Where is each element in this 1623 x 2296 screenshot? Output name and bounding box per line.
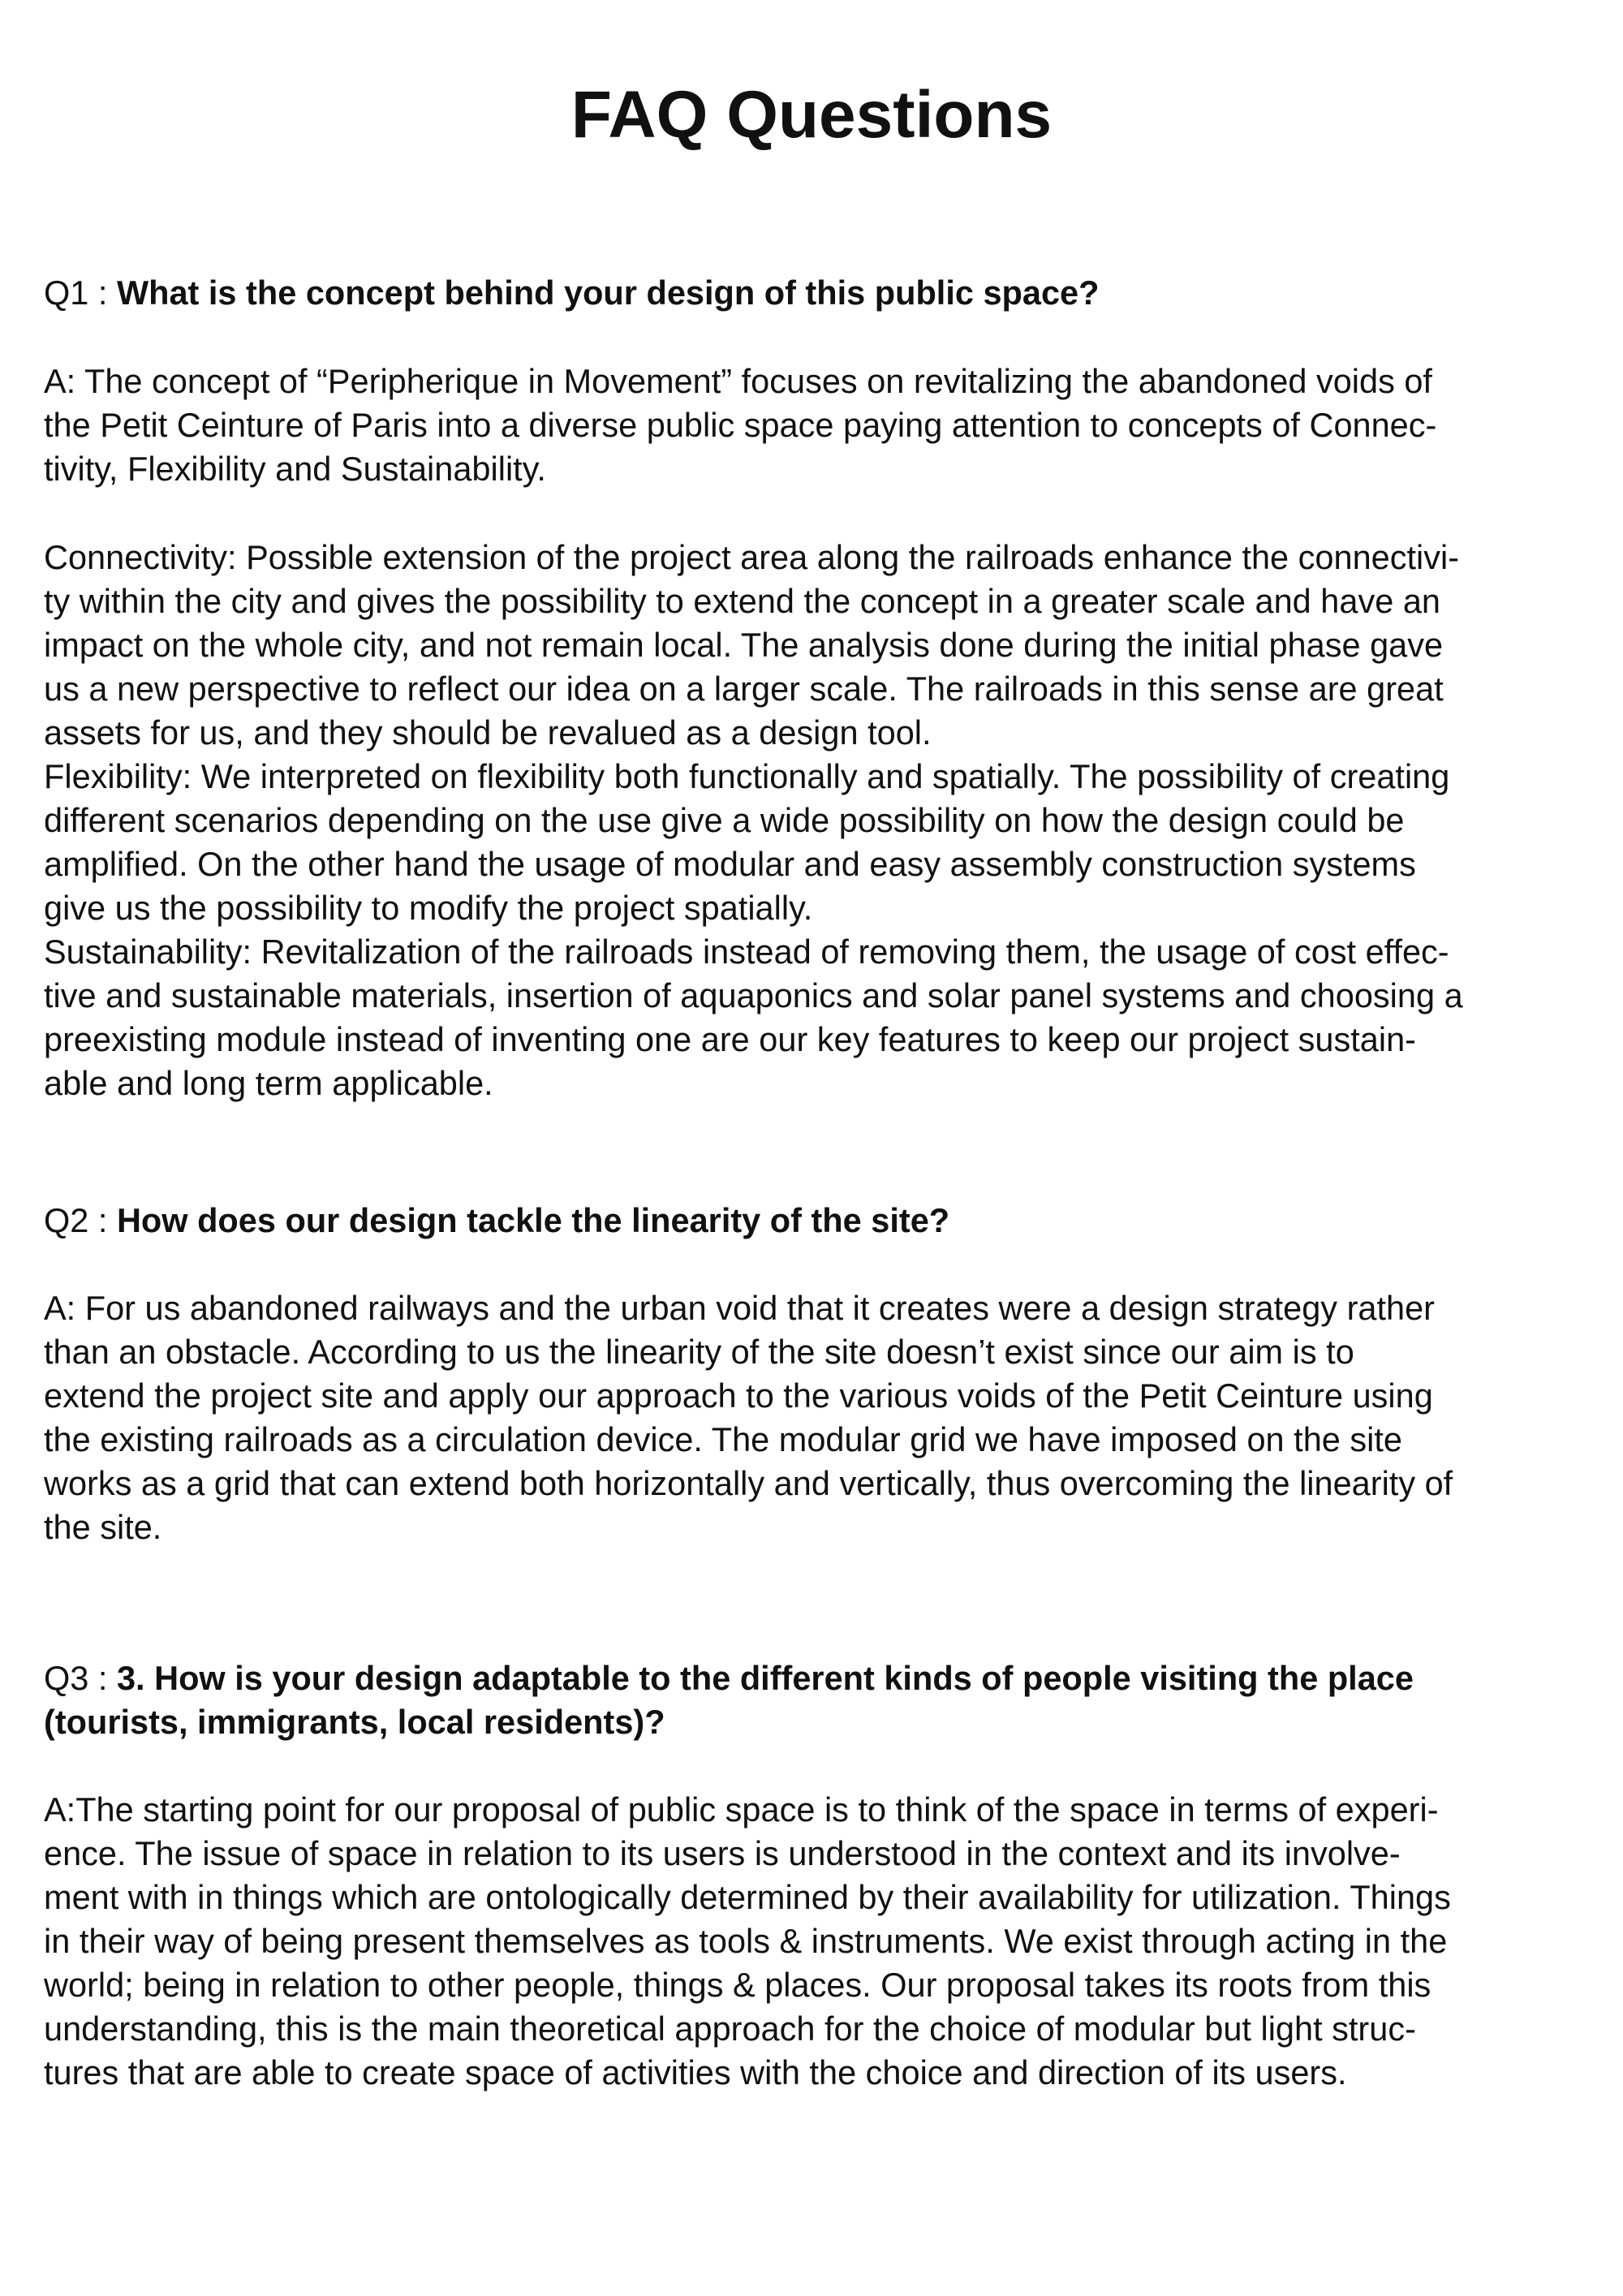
answer-2-line: the existing railroads as a circulation device. The modular grid we have imposed on the site — [44, 1420, 1402, 1458]
answer-1-details-line: ty within the city and gives the possibility to extend the concept in a greater scale and have an — [44, 582, 1440, 620]
answer-1-details-line: amplified. On the other hand the usage of modular and easy assembly construction systems — [44, 845, 1416, 883]
answer-2 — [44, 1286, 1586, 1549]
question-2 — [44, 1199, 1586, 1243]
question-3-line-1 — [44, 1656, 1586, 1700]
question-2-label: Q2 : — [44, 1201, 117, 1239]
answer-3-line: understanding, this is the main theoretical approach for the choice of modular but light struc- — [44, 2010, 1416, 2048]
answer-1-details-line: able and long term applicable. — [44, 1064, 493, 1102]
answer-1-line: tivity, Flexibility and Sustainability. — [44, 450, 546, 488]
answer-1-details-line: different scenarios depending on the use give a wide possibility on how the design could be — [44, 801, 1405, 839]
answer-3-line: ence. The issue of space in relation to its users is understood in the context and its involve- — [44, 1834, 1401, 1872]
question-1-text: What is the concept behind your design of this public space? — [116, 274, 1100, 312]
question-3-line-2: (tourists, immigrants, local residents)? — [44, 1703, 665, 1741]
answer-1-details — [44, 536, 1586, 1105]
question-3 — [44, 1656, 1586, 1744]
answer-3 — [44, 1788, 1586, 2095]
answer-1-details-line: preexisting module instead of inventing one are our key features to keep our project sustain- — [44, 1020, 1416, 1058]
answer-1-line: A: The concept of “Peripherique in Movement” focuses on revitalizing the abandoned voids of — [44, 362, 1432, 400]
answer-3-line: in their way of being present themselves as tools & instruments. We exist through acting in the — [44, 1922, 1448, 1960]
answer-2-line: than an obstacle. According to us the linearity of the site doesn’t exist since our aim is to — [44, 1333, 1354, 1371]
answer-3-line: A:The starting point for our proposal of public space is to think of the space in terms of experi- — [44, 1790, 1439, 1829]
answer-2-line: extend the project site and apply our approach to the various voids of the Petit Ceinture using — [44, 1376, 1433, 1415]
answer-1-details-line: impact on the whole city, and not remain local. The analysis done during the initial phase gave — [44, 626, 1444, 664]
answer-3-line: ment with in things which are ontologically determined by their availability for utilization. Things — [44, 1878, 1451, 1916]
question-1 — [44, 271, 1586, 315]
answer-1-details-line: Flexibility: We interpreted on flexibility both functionally and spatially. The possibility of creating — [44, 757, 1450, 795]
answer-3-line: world; being in relation to other people, things & places. Our proposal takes its roots from this — [44, 1966, 1431, 2004]
answer-1-details-line: assets for us, and they should be revalued as a design tool. — [44, 713, 932, 752]
answer-1-details-line: Connectivity: Possible extension of the project area along the railroads enhance the connectivi- — [44, 538, 1460, 576]
answer-1-details-line: Sustainability: Revitalization of the railroads instead of removing them, the usage of cost effec- — [44, 933, 1449, 971]
answer-2-line: A: For us abandoned railways and the urban void that it creates were a design strategy rather — [44, 1289, 1436, 1327]
page-title: FAQ Questions — [570, 78, 1053, 152]
question-3-label: Q3 : — [44, 1659, 117, 1697]
answer-1 — [44, 360, 1586, 491]
answer-1-details-line: tive and sustainable materials, insertion of aquaponics and solar panel systems and choosing a — [44, 976, 1463, 1014]
answer-3-line: tures that are able to create space of activities with the choice and direction of its users. — [44, 2053, 1347, 2091]
answer-2-line: works as a grid that can extend both horizontally and vertically, thus overcoming the linearity of — [44, 1464, 1453, 1502]
answer-1-details-line: give us the possibility to modify the project spatially. — [44, 889, 813, 927]
question-1-label: Q1 : — [44, 274, 117, 312]
answer-1-details-line: us a new perspective to reflect our idea on a larger scale. The railroads in this sense are great — [44, 670, 1444, 708]
answer-1-line: the Petit Ceinture of Paris into a diverse public space paying attention to concepts of Connec- — [44, 406, 1437, 444]
question-2-text: How does our design tackle the linearity of the site? — [116, 1201, 950, 1239]
question-3-text: 3. How is your design adaptable to the different kinds of people visiting the place — [116, 1659, 1414, 1697]
answer-2-line: the site. — [44, 1508, 162, 1546]
